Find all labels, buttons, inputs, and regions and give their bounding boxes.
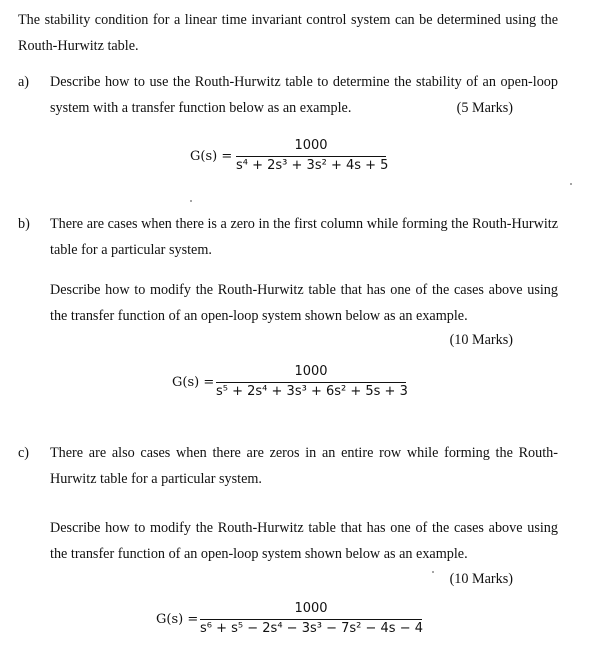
part-a-equation-lhs: G(s) =	[190, 149, 233, 164]
part-b-line-4: the transfer function of an open-loop system shown below as an example.	[50, 308, 468, 324]
intro-line-2: Routh-Hurwitz table.	[18, 38, 139, 54]
part-b-equation-numerator: 1000	[294, 364, 328, 379]
part-c-line-1: There are also cases when there are zeros in an entire row while forming the Routh-	[50, 445, 558, 461]
part-c-marks: (10 Marks)	[449, 571, 513, 587]
part-b-line-3: Describe how to modify the Routh-Hurwitz table that has one of the cases above using	[50, 282, 558, 298]
part-b-label: b)	[18, 216, 30, 232]
intro-line-1: The stability condition for a linear time invariant control system can be determined using the	[18, 12, 558, 28]
part-b-line-2: table for a particular system.	[50, 242, 212, 258]
part-a-equation-numerator: 1000	[294, 138, 328, 153]
part-a-label: a)	[18, 74, 30, 90]
part-b-line-1: There are cases when there is a zero in the first column while forming the Routh-Hurwitz	[50, 216, 558, 232]
part-c-line-3: Describe how to modify the Routh-Hurwitz table that has one of the cases above using	[50, 520, 558, 536]
part-c-label: c)	[18, 445, 30, 461]
part-a-line-1: Describe how to use the Routh-Hurwitz table to determine the stability of an open-loop	[50, 74, 558, 90]
part-a-marks: (5 Marks)	[456, 100, 513, 116]
part-c-line-2: Hurwitz table for a particular system.	[50, 471, 262, 487]
part-c-equation-lhs: G(s) =	[156, 612, 199, 627]
part-b-equation	[172, 363, 412, 403]
part-c-equation	[156, 600, 426, 640]
part-a-equation	[190, 137, 390, 177]
part-b-equation-lhs: G(s) =	[172, 375, 215, 390]
part-b-equation-denominator: s⁵ + 2s⁴ + 3s³ + 6s² + 5s + 3	[216, 384, 408, 399]
part-c-equation-denominator: s⁶ + s⁵ − 2s⁴ − 3s³ − 7s² − 4s − 4	[200, 621, 423, 636]
part-a-equation-denominator: s⁴ + 2s³ + 3s² + 4s + 5	[236, 158, 389, 173]
part-a-line-2: system with a transfer function below as an example.	[50, 100, 352, 116]
scan-speck	[432, 571, 434, 573]
scan-speck	[570, 183, 572, 185]
part-c-equation-numerator: 1000	[294, 601, 328, 616]
part-c-line-4: the transfer function of an open-loop system shown below as an example.	[50, 546, 468, 562]
part-b-marks: (10 Marks)	[449, 332, 513, 348]
scan-speck	[190, 200, 192, 202]
